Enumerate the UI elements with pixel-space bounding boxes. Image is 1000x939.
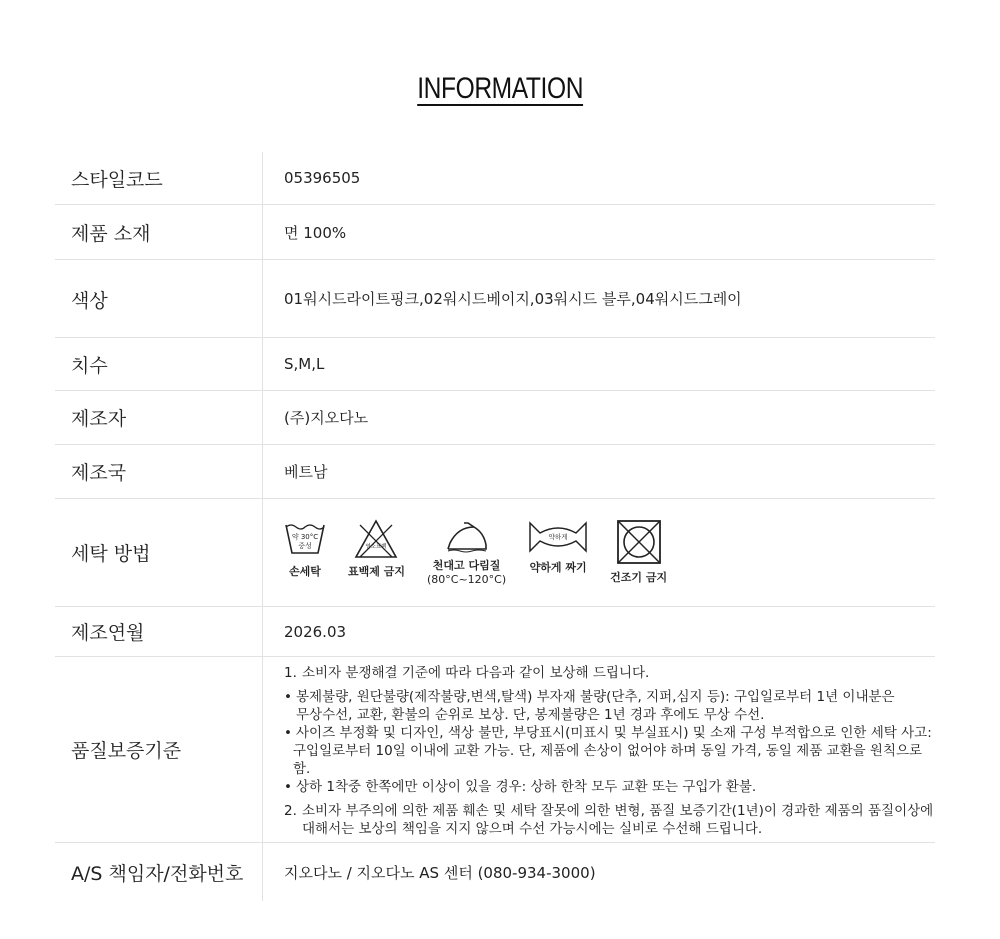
wash-item-no-tumble-dry (610, 519, 667, 585)
bullet-text-cont: 무상수선, 교환, 환불의 순위로 보상. 단, 봉제불량은 1년 경과 후에도 무상 수선. (296, 706, 765, 723)
row-label: 제품 소재 (55, 205, 263, 259)
warranty-item-1 (284, 664, 935, 682)
row-maker (55, 391, 935, 445)
page-title-wrap (0, 72, 1000, 106)
wash-label: 약하게 짜기 (529, 560, 587, 574)
wash-item-iron (427, 519, 506, 587)
row-label: 품질보증기준 (55, 657, 263, 842)
iron-icon (444, 519, 490, 553)
row-value: 베트남 (284, 463, 328, 481)
no-tumble-dry-icon (616, 519, 662, 565)
bullet-mark: • (284, 724, 292, 741)
row-label: 치수 (55, 338, 263, 390)
row-as (55, 843, 935, 901)
hand-wash-temp: 약 30°C (291, 532, 319, 541)
washing-icons (263, 499, 935, 606)
row-value: S,M,L (284, 355, 325, 373)
wash-label: 손세탁 (289, 564, 321, 578)
wash-label: 천대고 다림질 (432, 558, 501, 572)
wash-label: 건조기 금지 (610, 570, 668, 584)
row-style-code (55, 152, 935, 205)
row-value: 면 100% (284, 223, 347, 242)
row-label: 색상 (55, 260, 263, 337)
hand-wash-icon (284, 519, 326, 559)
warranty-text (284, 662, 935, 838)
row-warranty (55, 657, 935, 843)
gentle-wring-icon (528, 519, 588, 555)
warranty-item-2 (284, 802, 935, 820)
row-value: 01워시드라이트핑크,02워시드베이지,03워시드 블루,04워시드그레이 (284, 290, 742, 308)
wash-item-no-bleach (348, 519, 405, 579)
no-bleach-icon (354, 519, 398, 559)
wash-item-hand-wash (284, 519, 326, 579)
hand-wash-detergent: 중성 (298, 541, 312, 550)
bullet-mark: • (284, 688, 292, 705)
bullet-text: 봉제불량, 원단불량(제작불량,변색,탈색) 부자재 불량(단추, 지퍼,심지 등): 구입일로부터 1년 이내분은 (296, 688, 895, 705)
item-text: 소비자 분쟁해결 기준에 따라 다음과 같이 보상해 드립니다. (302, 664, 650, 681)
row-date (55, 607, 935, 657)
bullet-text-cont: 구입일로부터 10일 이내에 교환 가능. 단, 제품에 손상이 없어야 하며 동일 가격, 동일 제품 교환을 원칙으로 함. (293, 742, 923, 777)
row-label: 제조국 (55, 445, 263, 498)
row-value: 지오다노 / 지오다노 AS 센터 (080-934-3000) (284, 863, 596, 882)
row-size (55, 338, 935, 391)
gentle-wring-text: 약하게 (548, 532, 568, 541)
bullet-mark: • (284, 778, 292, 795)
row-label: 제조자 (55, 391, 263, 444)
row-value: (주)지오다노 (284, 409, 369, 427)
row-value: 2026.03 (284, 622, 347, 641)
warranty-content (263, 657, 935, 842)
row-washing (55, 499, 935, 607)
bullet-text: 상하 1착중 한쪽에만 이상이 있을 경우: 상하 한착 모두 교환 또는 구입가 환불. (296, 778, 757, 795)
row-label: 스타일코드 (55, 152, 263, 204)
row-value: 05396505 (284, 169, 361, 187)
no-bleach-text: 염소표백 (365, 543, 388, 550)
page-title: INFORMATION (417, 72, 583, 105)
info-table (55, 152, 935, 901)
item-number: 1. (284, 664, 297, 681)
row-label: A/S 책임자/전화번호 (55, 843, 263, 901)
wash-label: 표백제 금지 (348, 564, 405, 578)
row-country (55, 445, 935, 499)
item-number: 2. (284, 802, 297, 819)
warranty-bullet-3 (284, 778, 935, 796)
warranty-bullet-1 (284, 688, 935, 706)
wash-sub: (80°C~120°C) (426, 572, 507, 586)
row-label: 세탁 방법 (55, 499, 263, 606)
bullet-text: 사이즈 부정확 및 디자인, 색상 불만, 부당표시(미표시 및 부실표시) 및 소재 구성 부적합으로 인한 세탁 사고: (296, 724, 932, 741)
item-text-cont: 대해서는 보상의 책임을 지지 않으며 수선 가능시에는 실비로 수선해 드립니다. (302, 820, 763, 837)
row-color (55, 260, 935, 338)
item-text: 소비자 부주의에 의한 제품 훼손 및 세탁 잘못에 의한 변형, 품질 보증기간(1년)이 경과한 제품의 품질이상에 (302, 802, 934, 819)
wash-list (284, 519, 689, 587)
row-label: 제조연월 (55, 607, 263, 656)
row-material (55, 205, 935, 260)
warranty-bullet-2 (284, 724, 935, 742)
wash-item-gentle-wring (528, 519, 588, 575)
